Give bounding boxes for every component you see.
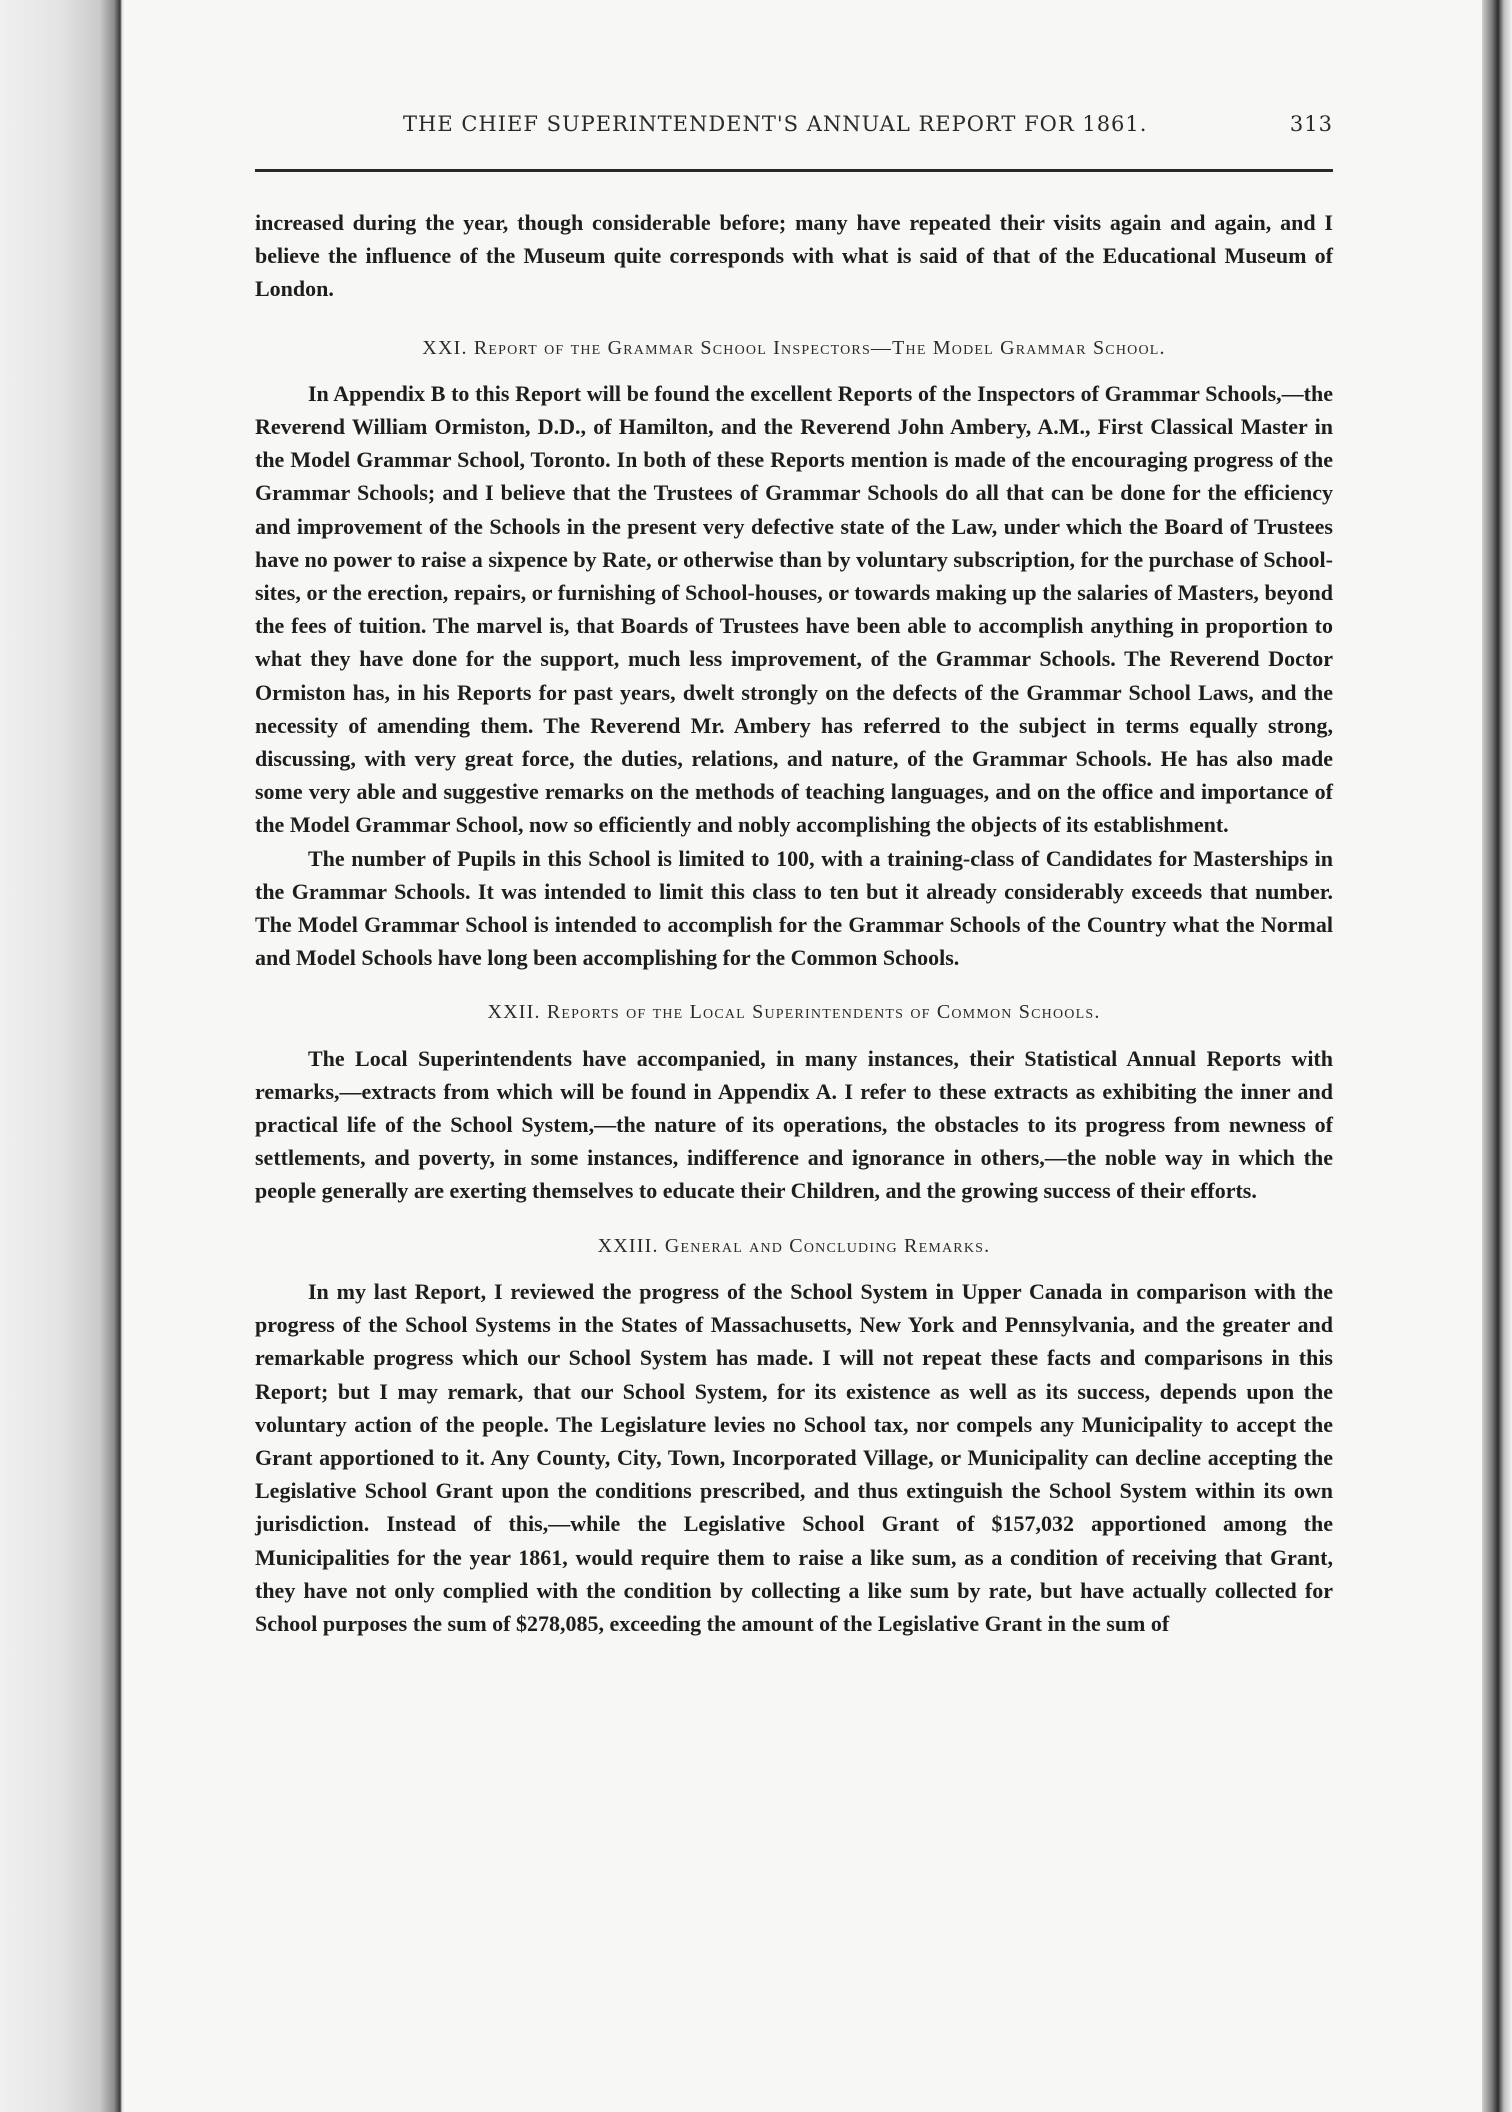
- paragraph: In Appendix B to this Report will be found the excellent Reports of the Inspectors of Grammar Schools,—the Reverend William Ormiston, D.D., of Hamilton, and the Reverend John Ambery, A.M., First Classical Master in the Model Grammar School, Toronto. In both of these Reports mention is made of the encouraging progress of the Grammar Schools; and I believe that the Trustees of Grammar Schools do all that can be done for the efficiency and improvement of the Schools in the present very defective state of the Law, under which the Board of Trustees have no power to raise a sixpence by Rate, or otherwise than by voluntary subscription, for the purchase of School-sites, or the erection, repairs, or furnishing of School-houses, or towards making up the salaries of Masters, beyond the fees of tuition. The marvel is, that Boards of Trustees have been able to accomplish anything in proportion to what they have done for the support, much less improvement, of the Grammar Schools. The Reverend Doctor Ormiston has, in his Reports for past years, dwelt strongly on the defects of the Grammar School Laws, and the necessity of amending them. The Reverend Mr. Ambery has referred to the subject in terms equally strong, discussing, with very great force, the duties, relations, and nature, of the Grammar Schools. He has also made some very able and suggestive remarks on the methods of teaching languages, and on the office and importance of the Model Grammar School, now so efficiently and nobly accomplishing the objects of its establishment.: [255, 380, 1333, 838]
- book-binding-right: [1482, 0, 1512, 2112]
- running-title: THE CHIEF SUPERINTENDENT'S ANNUAL REPORT FOR 1861.: [403, 112, 1148, 136]
- section-heading-xxii: XXII. Reports of the Local Superintendents of Common Schools.: [487, 1001, 1101, 1024]
- paragraph: In my last Report, I reviewed the progress of the School System in Upper Canada in comparison with the progress of the School Systems in the States of Massachusetts, New York and Pennsylvania, and the greater and remarkable progress which our School System has made. I will not repeat these facts and comparisons in this Report; but I may remark, that our School System, for its existence as well as its success, depends upon the voluntary action of the people. The Legislature levies no School tax, nor compels any Municipality to accept the Grant apportioned to it. Any County, City, Town, Incorporated Village, or Municipality can decline accepting the Legislative School Grant upon the conditions prescribed, and thus extinguish the School System within its own jurisdiction. Instead of this,—while the Legislative School Grant of $157,032 apportioned among the Municipalities for the year 1861, would require them to raise a like sum, as a condition of receiving that Grant, they have not only complied with the condition by collecting a like sum by rate, but have actually collected for School purposes the sum of $278,085, exceeding the amount of the Legislative Grant in the sum of: [255, 1278, 1333, 1636]
- book-binding-left: [0, 0, 122, 2112]
- page-number: 313: [1289, 112, 1333, 136]
- running-header: [403, 112, 1333, 152]
- paragraph: The number of Pupils in this School is limited to 100, with a training-class of Candidates for Masterships in the Grammar Schools. It was intended to limit this class to ten but it already considerably exceeds that number. The Model Grammar School is intended to accomplish for the Grammar Schools of the Country what the Normal and Model Schools have long been accomplishing for the Common Schools.: [255, 845, 1333, 971]
- header-rule: [255, 169, 1333, 172]
- section-heading-xxiii: XXIII. General and Concluding Remarks.: [597, 1234, 991, 1257]
- paragraph: The Local Superintendents have accompanied, in many instances, their Statistical Annual Reports with remarks,—extracts from which will be found in Appendix A. I refer to these extracts as exhibiting the inner and practical life of the School System,—the nature of its operations, the obstacles to its progress from newness of settlements, and poverty, in some instances, indifference and ignorance in others,—the noble way in which the people generally are exerting themselves to educate their Children, and the growing success of their efforts.: [255, 1045, 1333, 1204]
- section-heading-xxi: XXI. Report of the Grammar School Inspectors—The Model Grammar School.: [422, 336, 1166, 359]
- page-body: [255, 206, 1333, 1640]
- paragraph-continued: increased during the year, though considerable before; many have repeated their visits again and again, and I believe the influence of the Museum quite corresponds with what is said of that of the Educational Museum of London.: [255, 210, 1333, 302]
